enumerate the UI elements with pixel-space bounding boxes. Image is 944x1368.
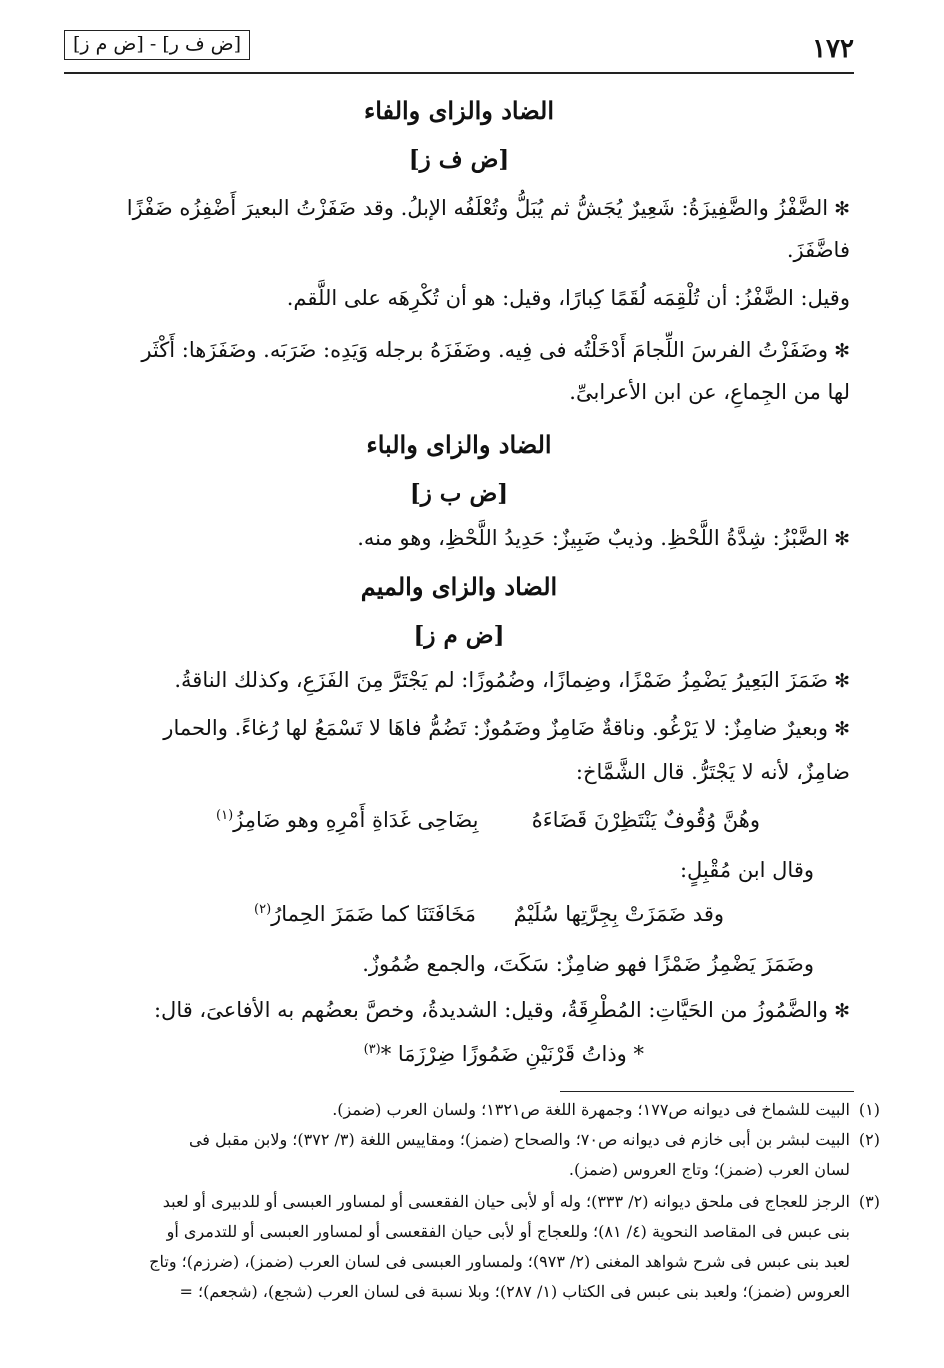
header-rule <box>64 72 854 74</box>
poetry-verse <box>64 902 854 938</box>
entry-line: ✻وضَفَزْتُ الفرسَ اللِّجامَ أَدْخَلْتُه فى فِيه. وضَفَزَهُ برجله وَيَدِه: ضَرَبَه. وضَفَزَها: أَكْثَر <box>141 338 850 362</box>
entry-line: وقال ابن مُقْبِلٍ: <box>679 858 814 882</box>
footnote-number: (١) <box>858 1100 880 1119</box>
running-head: [ض ف ر] - [ض م ز] <box>64 30 250 60</box>
footnote-line: لعبد بنى عبس فى شرح شواهد المغنى (٢/ ٩٧٣)؛ ولمساور العبسى فى لسان العرب (ضمز)، (ضرزم)؛ وتاج <box>149 1252 850 1271</box>
root-heading: [ض ب ز] <box>409 480 509 507</box>
entry-line: ✻وبعيرٌ ضامِزٌ: لا يَرْغُو. وناقةٌ ضَامِزٌ وضَمُوزٌ: تَضُمُّ فاهَا لا تَسْمَعُ لها رُغاءً. والحمار <box>163 716 850 740</box>
section-title: الضاد والزاى والفاء <box>363 96 555 125</box>
footnote-marker: (٢) <box>254 902 272 917</box>
root-heading: [ض ف ز] <box>408 146 510 173</box>
page-header <box>64 28 854 68</box>
verse-hemistich-left: مَخَافَتَنَا كما ضَمَزَ الحِمارُ$^{(٢)}$ <box>254 902 477 926</box>
verse-hemistich-right: وقد ضَمَزَتْ بِجِرَّتِها سُلَيْمٌ <box>513 902 724 926</box>
rajaz-verse: * وذاتُ قَرْنَيْنِ ضَمُوزًا ضِرْزَمَا *$^{(٣)}$ <box>363 1042 644 1066</box>
poetry-verse <box>64 808 854 844</box>
entry-line: لها من الجِماعِ، عن ابن الأعرابىِّ. <box>569 380 850 404</box>
footnote-marker: (٣) <box>363 1042 381 1057</box>
section-title: الضاد والزاى والباء <box>366 430 552 459</box>
root-heading: [ض م ز] <box>413 622 505 649</box>
entry-line: ✻ضَمَزَ البَعِيرُ يَضْمِزُ ضَمْزًا، وضِمازًا، وضُمُوزًا: لم يَجْتَرَّ مِنَ الفَزَعِ، وكذلك الناقةُ. <box>174 668 850 692</box>
footnote-rule <box>560 1091 854 1092</box>
footnote: (٢) البيت لبشر بن أبى خازم فى ديوانه ص٧٠؛ والصحاح (ضمز)؛ ومقاييس اللغة (٣/ ٣٧٢)؛ ولابن مقبل فى <box>188 1130 880 1149</box>
footnote: (٣) الرجز للعجاج فى ملحق ديوانه (٢/ ٣٣٣)؛ وله أو لأبى حيان الفقعسى أو لمساور العبسى أو للدبيرى أو لعبد <box>162 1192 880 1211</box>
page-number: ١٧٢ <box>812 34 854 64</box>
footnote: (١) البيت للشماخ فى ديوانه ص١٧٧؛ وجمهرة اللغة ص١٣٢١؛ ولسان العرب (ضمز). <box>332 1100 880 1119</box>
verse-hemistich-left: بِضَاحِى غَدَاةِ أَمْرِهِ وهو ضَامِزُ$^{(١)}$ <box>216 808 479 832</box>
footnote-line: بنى عبس فى المقاصد النحوية (٤/ ٨١)؛ وللعجاج أو لأبى حيان الفقعسى أو لمساور العبسى أو للتدمرى أو <box>166 1222 850 1241</box>
footnote-marker: (١) <box>216 808 234 823</box>
entry-line: وضَمَزَ يَضْمِزُ ضَمْزًا فهو ضامِزٌ: سَكَتَ، والجمع ضُمُوزٌ. <box>362 952 814 976</box>
entry-line: ضامِزٌ، لأنه لا يَجْتَرُّ. قال الشَّمَّاخ: <box>575 760 850 784</box>
section-title: الضاد والزاى والميم <box>360 572 558 601</box>
entry-line: ✻الضَّفْزُ والضَّفِيزَةُ: شَعِيرٌ يُجَشُّ ثم يُبَلُّ وتُعْلَفُه الإبلُ. وقد ضَفَزْتُ البعيرَ أَضْفِزُه ضَفْزًا <box>126 196 850 220</box>
verse-hemistich-right: وهُنَّ وُقُوفٌ يَنْتَظِرْنَ قَضَاءَهُ <box>531 808 760 832</box>
entry-line: وقيل: الضَّفْزُ: أن تُلْقِمَه لُقَمًا كِبارًا، وقيل: هو أن تُكْرِهَه على اللَّقم. <box>286 286 850 310</box>
footnote-number: (٣) <box>858 1192 880 1211</box>
footnote-line: لسان العرب (ضمز)؛ وتاج العروس (ضمز). <box>568 1160 850 1179</box>
entry-line: ✻والضَّمُوزُ من الحَيَّاتِ: المُطْرِقَةُ، وقيل: الشديدةُ، وخصَّ بعضُهم به الأفاعىَ، قال: <box>153 998 850 1022</box>
footnote-number: (٢) <box>858 1130 880 1149</box>
entry-line: ✻الضَّبْزُ: شِدَّةُ اللَّحْظِ. وذيبٌ ضَبِيزٌ: حَدِيدُ اللَّحْظِ، وهو منه. <box>357 526 850 550</box>
footnote-line: العروس (ضمز)؛ ولعبد بنى عبس فى الكتاب (١/ ٢٨٧)؛ وبلا نسبة فى لسان العرب (شجع)، (شجعم)؛ = <box>179 1282 850 1301</box>
entry-line: فاضَّفَزَ. <box>786 238 850 262</box>
